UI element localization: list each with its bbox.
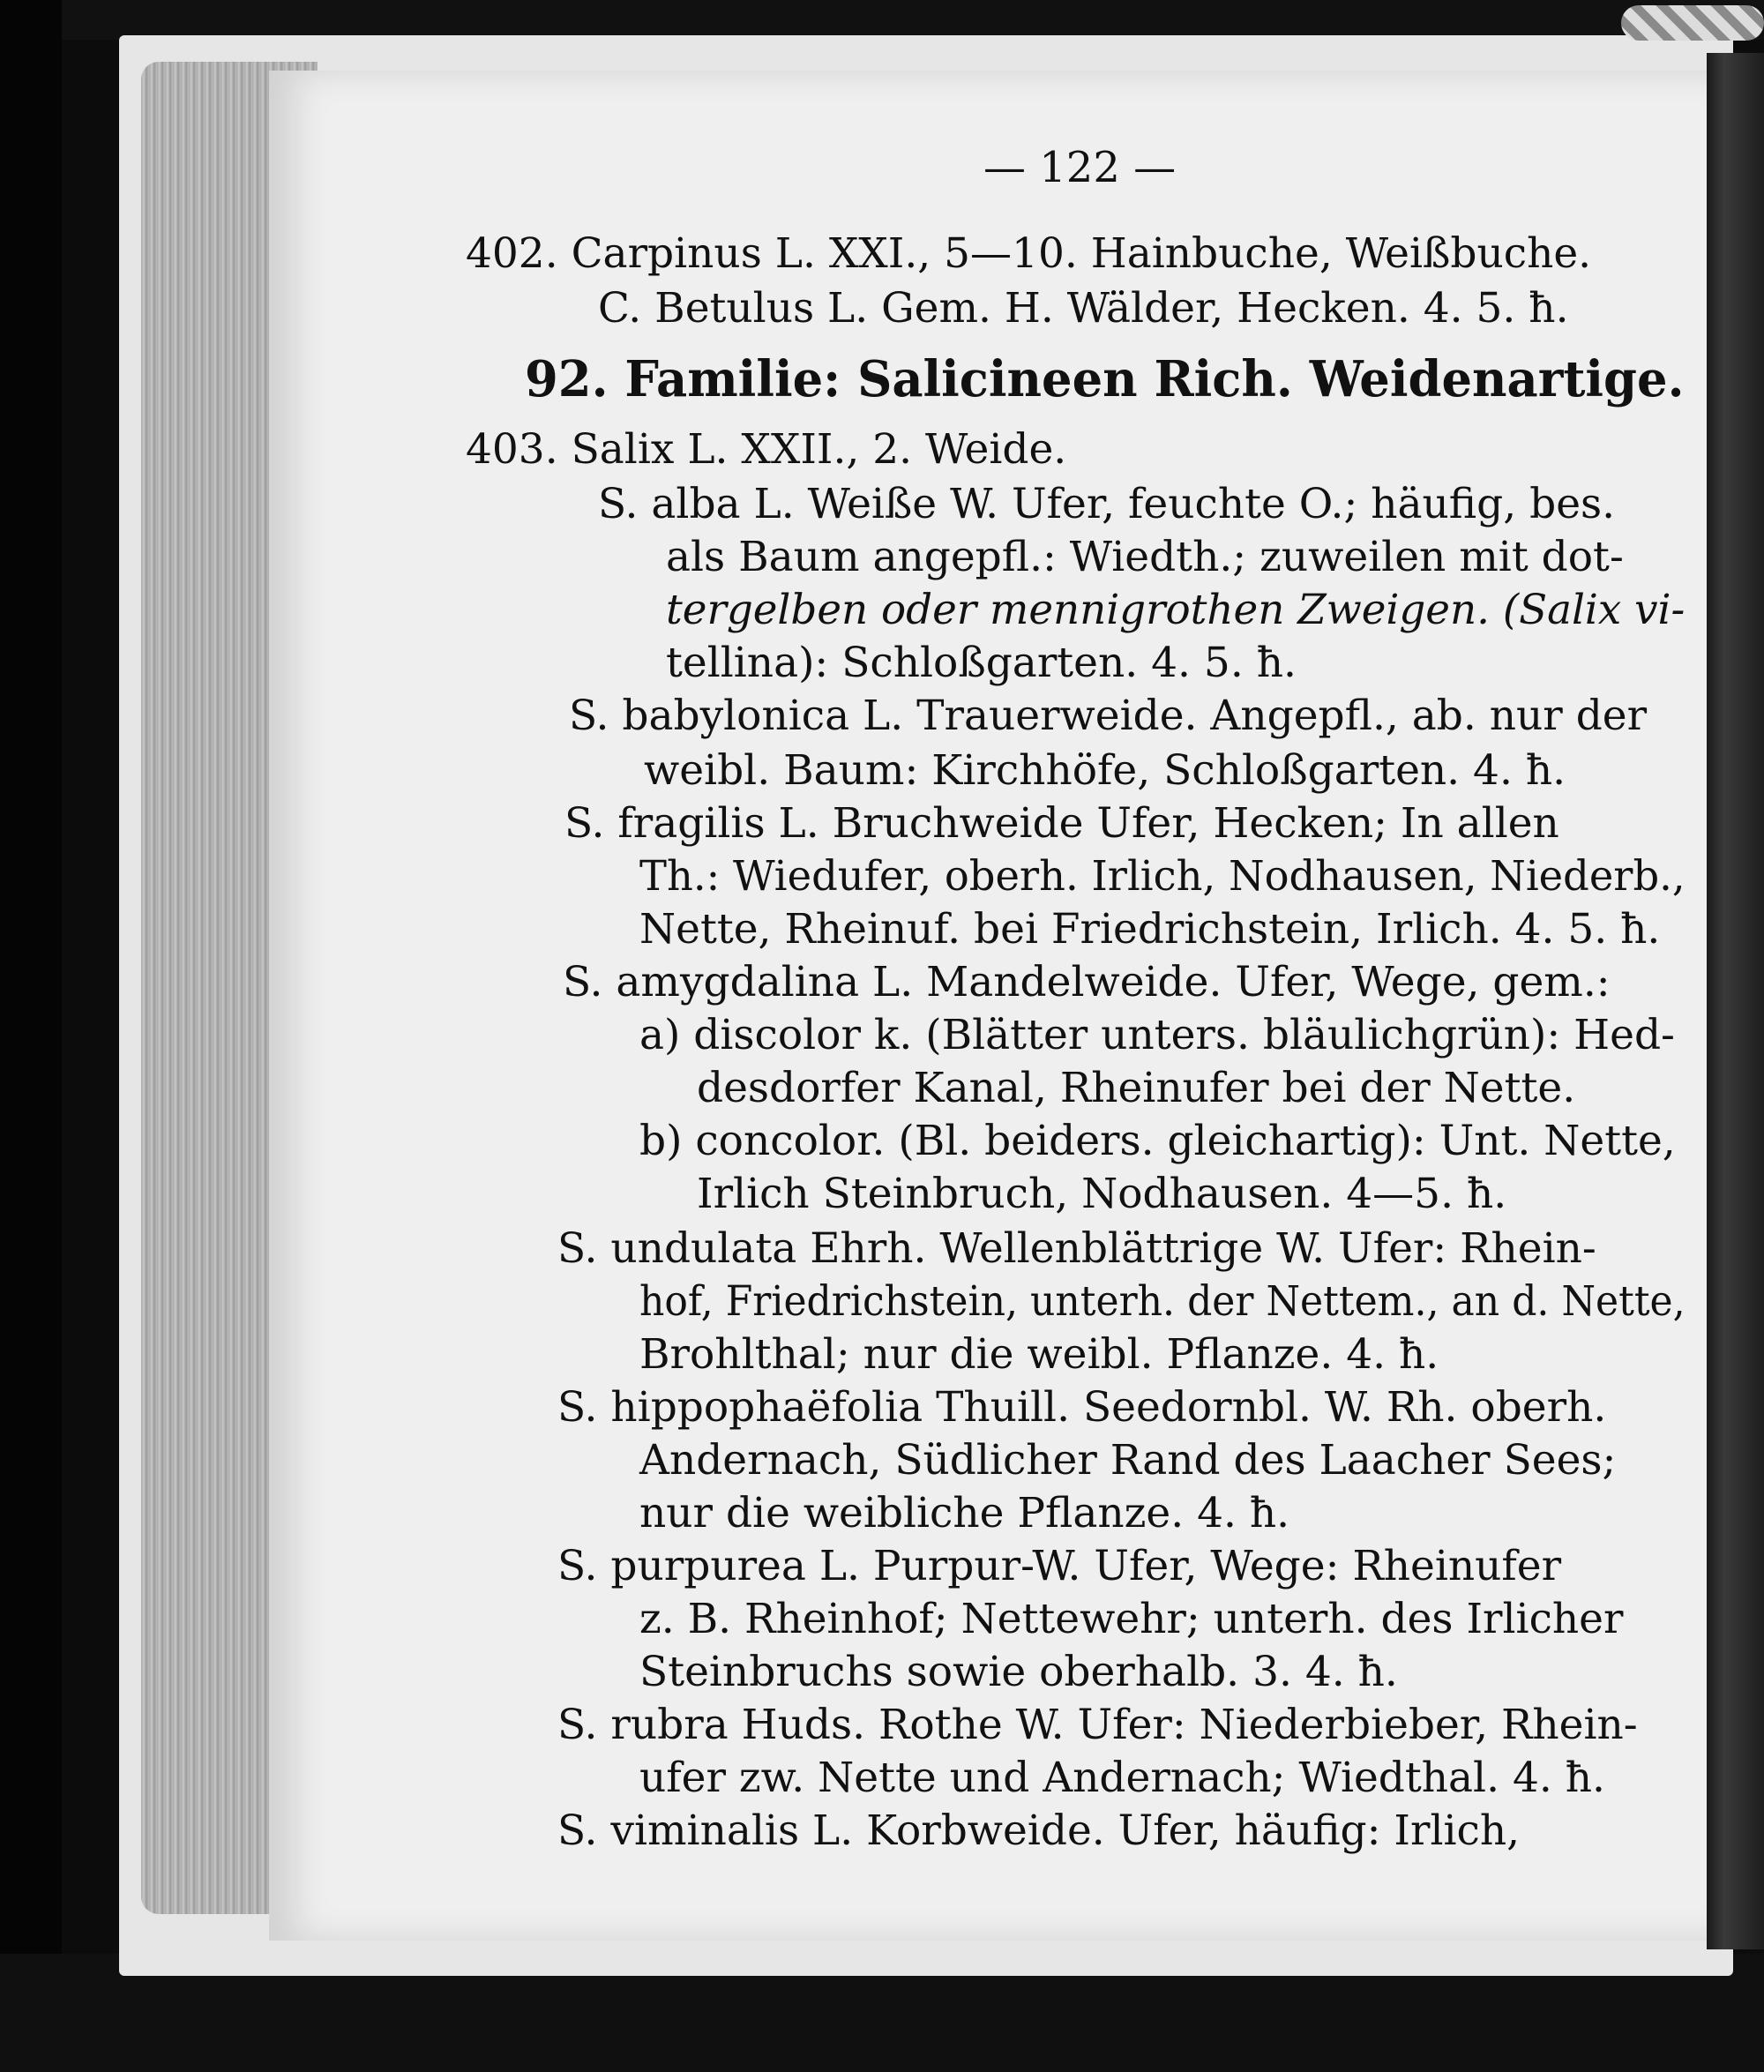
text-line-15: a) discolor k. (Blätter unters. bläulichgrün): Hed- (639, 1011, 1675, 1059)
text-line-19: S. undulata Ehrh. Wellenblättrige W. Ufer: Rhein- (557, 1224, 1596, 1273)
text-line-2: C. Betulus L. Gem. H. Wälder, Hecken. 4. 5. ħ. (598, 284, 1569, 333)
text-line-30: S. viminalis L. Korbweide. Ufer, häufig: Irlich, (557, 1806, 1521, 1855)
text-line-20: hof, Friedrichstein, unterh. der Nettem., an d. Nette, (639, 1277, 1686, 1326)
bookmark-ribbon (1621, 5, 1764, 41)
background-left (0, 0, 62, 2072)
text-line-29: ufer zw. Nette und Andernach; Wiedthal. 4. ħ. (639, 1754, 1605, 1802)
text-line-26: z. B. Rheinhof; Nettewehr; unterh. des Irlicher (639, 1595, 1624, 1643)
text-line-22: S. hippophaëfolia Thuill. Seedornbl. W. Rh. oberh. (557, 1383, 1607, 1432)
text-line-27: Steinbruchs sowie oberhalb. 3. 4. ħ. (639, 1648, 1398, 1696)
text-line-10: weibl. Baum: Kirchhöfe, Schloßgarten. 4. ħ. (644, 746, 1566, 795)
text-line-14: S. amygdalina L. Mandelweide. Ufer, Wege, gem.: (563, 958, 1611, 1006)
text-line-28: S. rubra Huds. Rothe W. Ufer: Niederbieber, Rhein- (557, 1701, 1638, 1749)
text-line-23: Andernach, Südlicher Rand des Laacher Sees; (639, 1436, 1617, 1485)
text-line-4: 403. Salix L. XXII., 2. Weide. (466, 425, 1067, 474)
text-line-18: Irlich Steinbruch, Nodhausen. 4—5. ħ. (697, 1170, 1507, 1218)
text-line-21: Brohlthal; nur die weibl. Pflanze. 4. ħ. (639, 1330, 1439, 1379)
text-line-5: S. alba L. Weiße W. Ufer, feuchte O.; häufig, bes. (598, 480, 1616, 528)
text-line-12: Th.: Wiedufer, oberh. Irlich, Nodhausen, Niederb., (639, 852, 1686, 901)
background-top (0, 0, 1764, 40)
text-line-25: S. purpurea L. Purpur-W. Ufer, Wege: Rheinufer (557, 1542, 1562, 1590)
page-number: — 122 — (983, 143, 1177, 192)
text-line-8: tellina): Schloßgarten. 4. 5. ħ. (666, 639, 1297, 687)
text-line-7: tergelben oder mennigrothen Zweigen. (Salix vi- (666, 586, 1686, 634)
text-line-24: nur die weibliche Pflanze. 4. ħ. (639, 1489, 1290, 1537)
text-line-16: desdorfer Kanal, Rheinufer bei der Nette. (697, 1064, 1576, 1112)
text-line-9: S. babylonica L. Trauerweide. Angepfl., ab. nur der (569, 692, 1648, 740)
text-line-17: b) concolor. (Bl. beiders. gleichartig): Unt. Nette, (639, 1117, 1676, 1165)
text-line-1: 402. Carpinus L. XXI., 5—10. Hainbuche, Weißbuche. (466, 229, 1592, 278)
family-heading: 92. Familie: Salicineen Rich. Weidenartige. (525, 350, 1685, 408)
text-line-6: als Baum angepfl.: Wiedth.; zuweilen mit dot- (666, 533, 1624, 581)
text-line-11: S. fragilis L. Bruchweide Ufer, Hecken; In allen (564, 799, 1559, 848)
page-gutter (1707, 53, 1764, 1949)
text-line-13: Nette, Rheinuf. bei Friedrichstein, Irlich. 4. 5. ħ. (639, 905, 1661, 954)
